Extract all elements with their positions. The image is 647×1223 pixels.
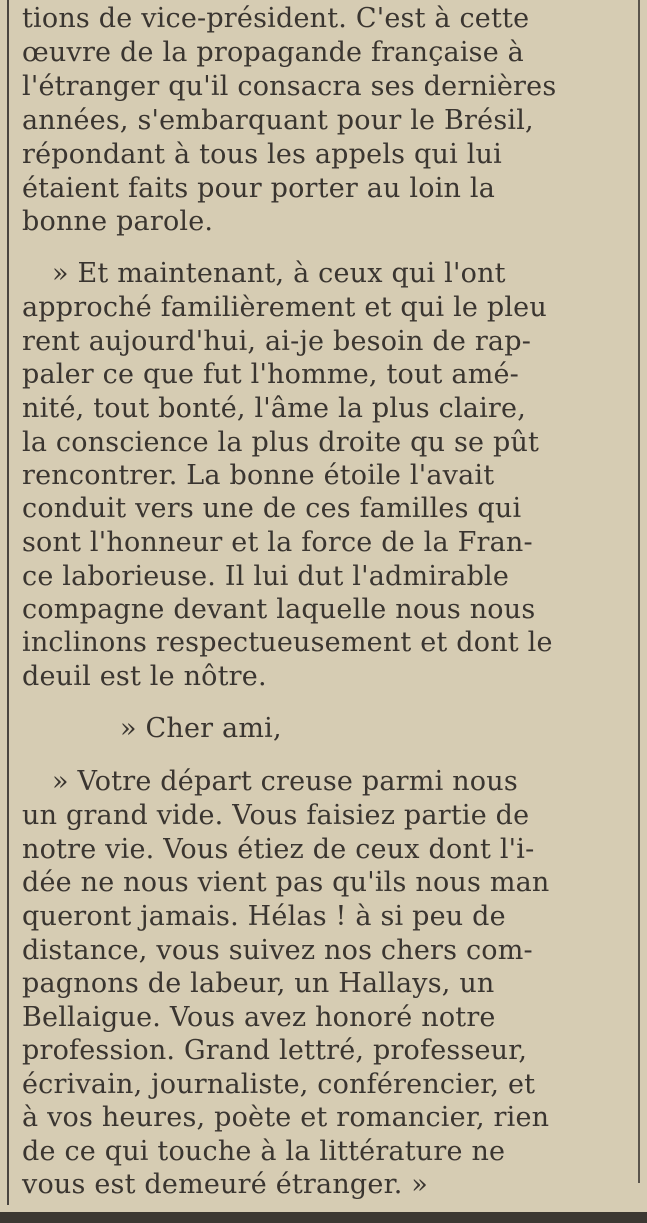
paragraph-first-line: » Votre départ creuse parmi nous	[52, 766, 518, 797]
text-line: compagne devant laquelle nous nous	[22, 594, 536, 625]
text-line: la conscience la plus droite qu se pût	[22, 427, 540, 458]
text-line: à vos heures, poète et romancier, rien	[22, 1102, 550, 1133]
text-line: nité, tout bonté, l'âme la plus claire,	[22, 393, 527, 424]
text-line: paler ce que fut l'homme, tout amé-	[22, 359, 519, 390]
text-line: un grand vide. Vous faisiez partie de	[22, 800, 530, 831]
text-line: profession. Grand lettré, professeur,	[22, 1035, 528, 1066]
text-line: Bellaigue. Vous avez honoré notre	[22, 1002, 496, 1033]
text-line: tions de vice-président. C'est à cette	[22, 3, 530, 34]
salutation-line: » Cher ami,	[120, 713, 282, 744]
text-line: dée ne nous vient pas qu'ils nous man	[22, 867, 550, 898]
bottom-rule	[0, 1212, 647, 1223]
text-line: queront jamais. Hélas ! à si peu de	[22, 901, 506, 932]
text-line: pagnons de labeur, un Hallays, un	[22, 968, 495, 999]
text-line: l'étranger qu'il consacra ses dernières	[22, 71, 557, 102]
text-line: répondant à tous les appels qui lui	[22, 139, 502, 170]
text-line: écrivain, journaliste, conférencier, et	[22, 1069, 536, 1100]
text-line: vous est demeuré étranger. »	[22, 1169, 429, 1200]
text-line: distance, vous suivez nos chers com-	[22, 935, 533, 966]
text-line: de ce qui touche à la littérature ne	[22, 1136, 506, 1167]
text-line: approché familièrement et qui le pleu	[22, 292, 547, 323]
text-line: notre vie. Vous étiez de ceux dont l'i-	[22, 834, 535, 865]
text-line: œuvre de la propagande française à	[22, 37, 524, 68]
text-line: années, s'embarquant pour le Brésil,	[22, 105, 534, 136]
paragraph-first-line: » Et maintenant, à ceux qui l'ont	[52, 258, 506, 289]
text-line: sont l'honneur et la force de la Fran-	[22, 527, 533, 558]
column-rule-right	[638, 0, 640, 1183]
text-line: rent aujourd'hui, ai-je besoin de rap-	[22, 326, 532, 357]
text-line: rencontrer. La bonne étoile l'avait	[22, 460, 495, 491]
text-line: inclinons respectueusement et dont le	[22, 627, 553, 658]
text-line: étaient faits pour porter au loin la	[22, 173, 496, 204]
column-rule-left	[7, 0, 9, 1205]
text-line: bonne parole.	[22, 206, 214, 237]
text-line: conduit vers une de ces familles qui	[22, 493, 522, 524]
text-line: deuil est le nôtre.	[22, 661, 267, 692]
text-line: ce laborieuse. Il lui dut l'admirable	[22, 561, 510, 592]
